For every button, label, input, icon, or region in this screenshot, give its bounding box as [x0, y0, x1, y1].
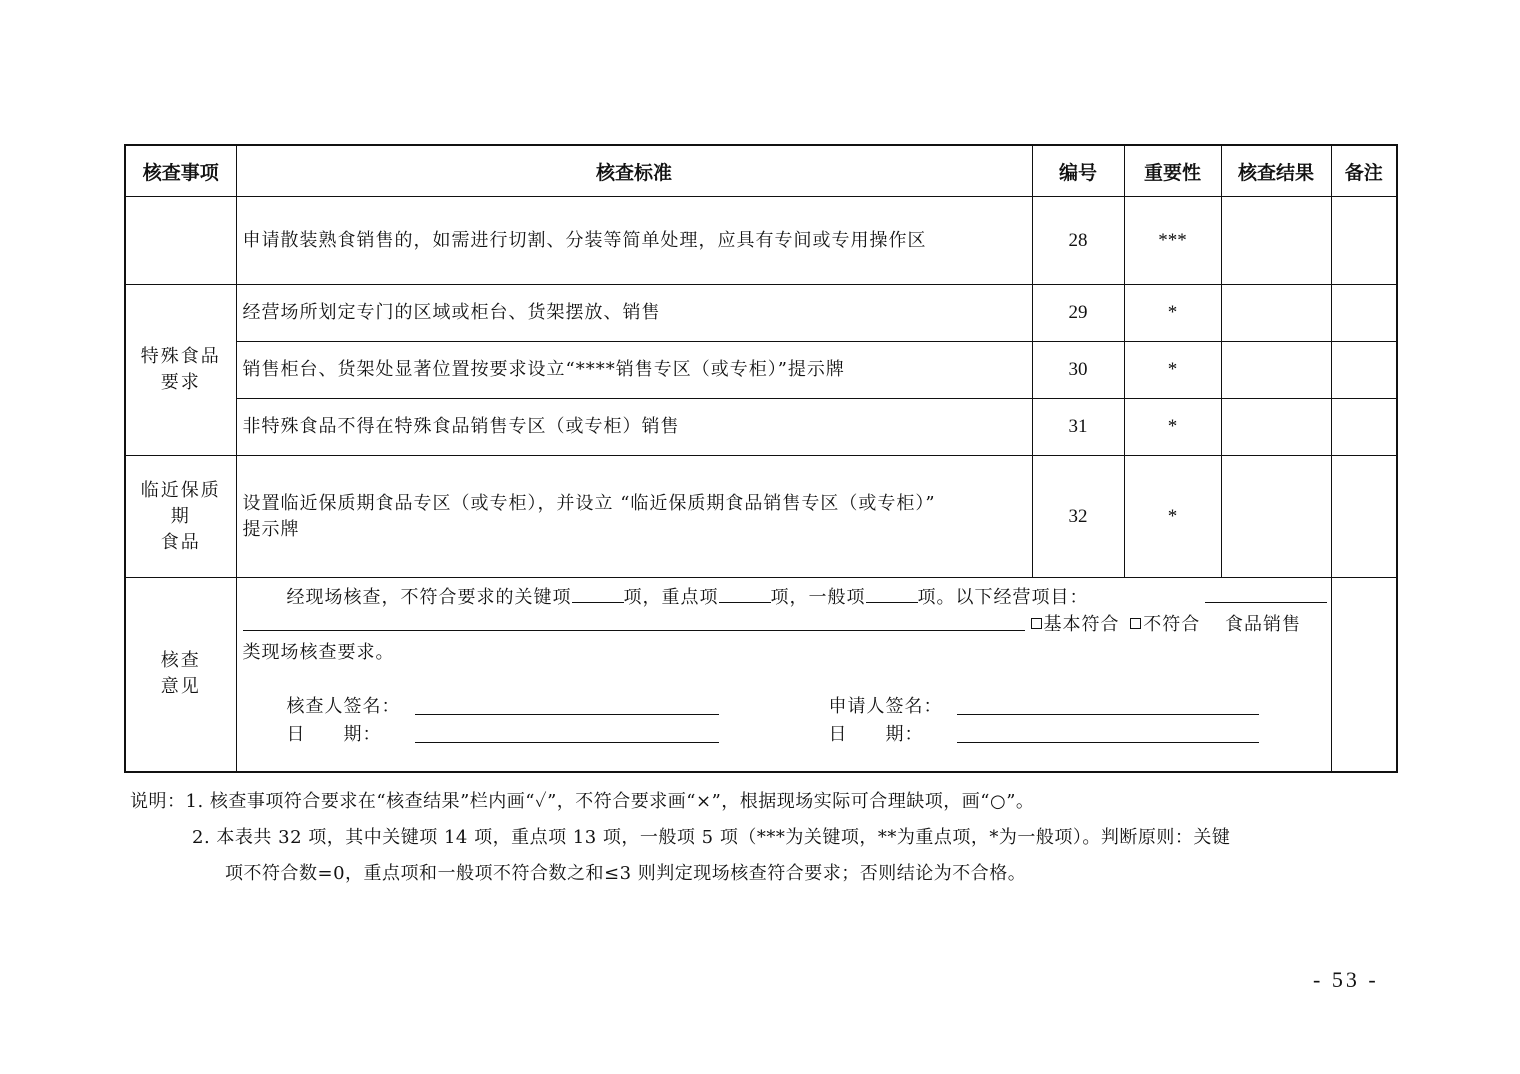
result-cell[interactable] [1221, 285, 1331, 342]
checkbox-not-ok[interactable] [1130, 618, 1141, 629]
opinion-text: 基本符合 [1043, 614, 1120, 636]
table-row [125, 399, 1397, 456]
importance-cell: * [1124, 285, 1221, 342]
opinion-cell [236, 578, 1331, 772]
key-count-blank[interactable] [572, 584, 624, 603]
opinion-row [125, 578, 1397, 772]
item-opinion [125, 578, 236, 772]
opinion-text: 项。以下经营项目： [917, 587, 1089, 609]
notes [130, 784, 1400, 892]
remark-cell[interactable] [1331, 456, 1397, 578]
business-item-blank[interactable] [1205, 602, 1327, 603]
note-prefix: 说明： [130, 791, 186, 812]
standard-cell: 非特殊食品不得在特殊食品销售专区（或专柜）销售 [236, 399, 1032, 456]
opinion-text: 项，一般项 [770, 587, 866, 609]
number-cell: 29 [1032, 285, 1124, 342]
item-label: 期 [170, 505, 191, 527]
inspection-form [124, 144, 1396, 773]
item-label: 要求 [160, 372, 201, 393]
note-2: 2. 本表共 32 项，其中关键项 14 项，重点项 13 项，一般项 5 项（***为关键项，**为重点项，*为一般项）。判断原则：关键 [192, 827, 1231, 848]
table-row [125, 285, 1397, 342]
standard-cell [236, 456, 1032, 578]
business-item-blank-2[interactable] [243, 630, 1025, 631]
item-label: 核查 [160, 650, 201, 672]
inspector-sign-label: 核查人签名： [286, 696, 401, 718]
number-cell: 32 [1032, 456, 1124, 578]
table-row [125, 342, 1397, 399]
number-cell: 31 [1032, 399, 1124, 456]
item-label: 临近保质 [140, 479, 221, 501]
item-special-food [125, 285, 236, 456]
item-label: 食品 [160, 531, 201, 553]
header-number: 编号 [1032, 145, 1124, 197]
importance-cell: * [1124, 399, 1221, 456]
opinion-text: 不符合 [1143, 614, 1201, 636]
note-text: 1. 核查事项符合要求在“核查结果”栏内画“✓”，不符合要求画“×”，根据现场实际可合理缺项，画“○”。 [185, 791, 1035, 812]
item-label: 特殊食品 [140, 346, 221, 367]
standard-cell: 经营场所划定专门的区域或柜台、货架摆放、销售 [236, 285, 1032, 342]
result-cell[interactable] [1221, 197, 1331, 285]
opinion-line-2 [1027, 610, 1301, 636]
checkbox-basic-ok[interactable] [1031, 618, 1042, 629]
number-cell: 30 [1032, 342, 1124, 399]
remark-cell[interactable] [1331, 197, 1397, 285]
standard-text: 设置临近保质期食品专区（或专柜），并设立 “临近保质期食品销售专区（或专柜）” [242, 492, 936, 514]
importance-cell: * [1124, 456, 1221, 578]
applicant-sign-label: 申请人签名： [828, 696, 943, 718]
standard-cell: 申请散装熟食销售的，如需进行切割、分装等简单处理，应具有专间或专用操作区 [236, 197, 1032, 285]
opinion-line-3: 类现场核查要求。 [242, 642, 395, 664]
opinion-line-1 [287, 583, 1089, 609]
result-cell[interactable] [1221, 456, 1331, 578]
standard-cell: 销售柜台、货架处显著位置按要求设立“****销售专区（或专柜）”提示牌 [236, 342, 1032, 399]
result-cell[interactable] [1221, 399, 1331, 456]
item-label: 意见 [160, 676, 201, 698]
general-count-blank[interactable] [866, 584, 918, 603]
opinion-text: 经现场核查，不符合要求的关键项 [286, 587, 572, 609]
importance-cell: * [1124, 342, 1221, 399]
applicant-date-label: 日 期： [828, 724, 924, 746]
remark-cell[interactable] [1331, 342, 1397, 399]
inspector-date-line[interactable] [415, 742, 719, 743]
note-2-cont: 项不符合数=0，重点项和一般项不符合数之和≤3 则判定现场核查符合要求；否则结论为不合格。 [225, 863, 1027, 884]
header-item: 核查事项 [125, 145, 236, 197]
note-1 [130, 784, 1400, 820]
table-row [125, 197, 1397, 285]
remark-cell[interactable] [1331, 285, 1397, 342]
applicant-date-line[interactable] [957, 742, 1259, 743]
result-cell[interactable] [1221, 342, 1331, 399]
header-importance: 重要性 [1124, 145, 1221, 197]
table-header-row [125, 145, 1397, 197]
inspector-date-label: 日 期： [286, 724, 382, 746]
remark-cell[interactable] [1331, 578, 1397, 772]
inspector-sign-line[interactable] [415, 714, 719, 715]
number-cell: 28 [1032, 197, 1124, 285]
page-number: - 53 - [1313, 967, 1379, 992]
item-cell-empty [125, 197, 236, 285]
applicant-sign-line[interactable] [957, 714, 1259, 715]
opinion-text: 项，重点项 [623, 587, 719, 609]
item-near-expiry [125, 456, 236, 578]
remark-cell[interactable] [1331, 399, 1397, 456]
header-result: 核查结果 [1221, 145, 1331, 197]
table-row [125, 456, 1397, 578]
importance-cell: *** [1124, 197, 1221, 285]
header-remark: 备注 [1331, 145, 1397, 197]
standard-text: 提示牌 [242, 518, 300, 540]
opinion-text: 食品销售 [1224, 614, 1301, 636]
header-standard: 核查标准 [236, 145, 1032, 197]
inspection-table [124, 144, 1398, 773]
major-count-blank[interactable] [719, 584, 771, 603]
